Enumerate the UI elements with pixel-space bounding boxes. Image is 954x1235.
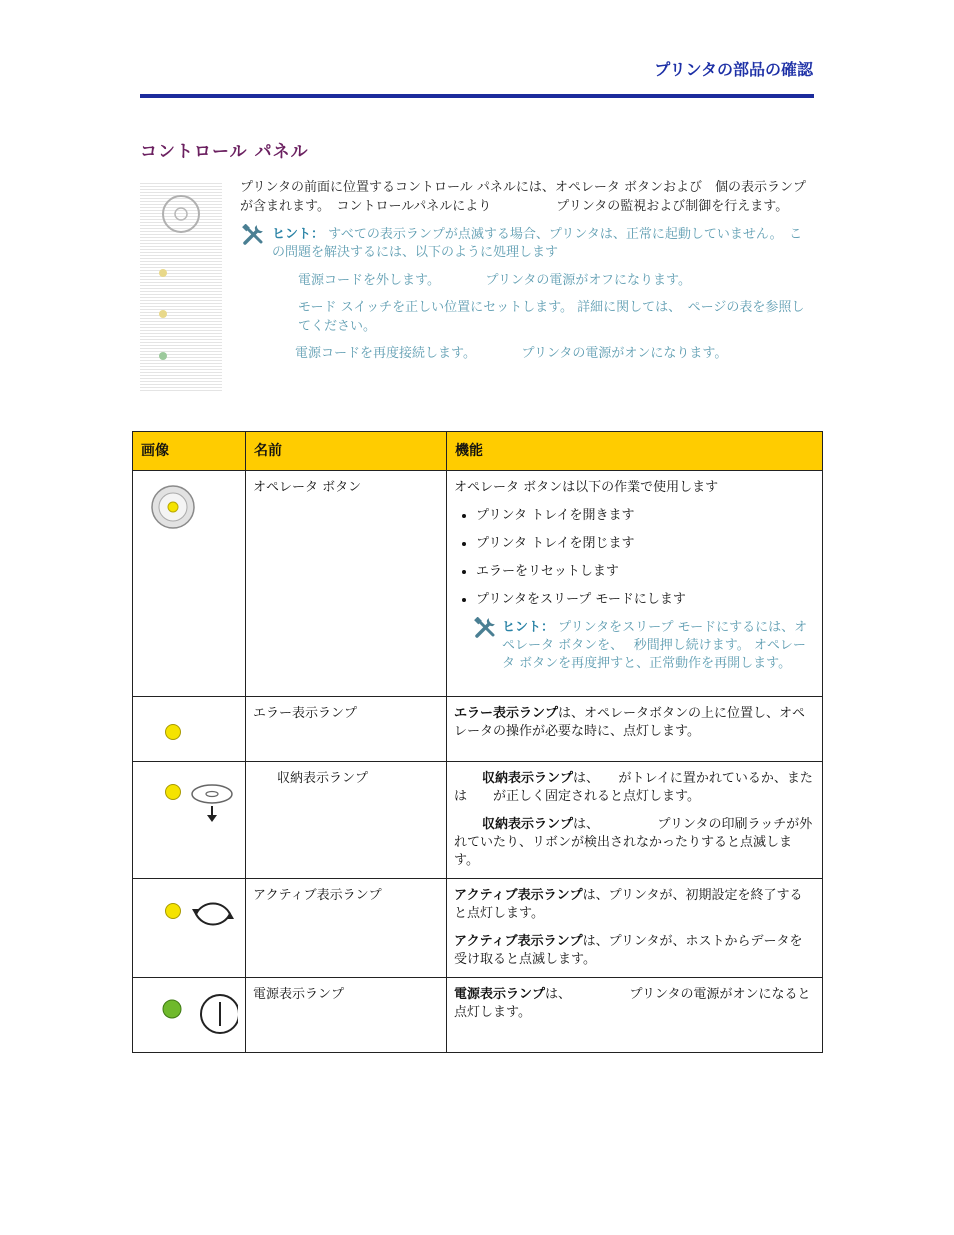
row-function bbox=[447, 978, 823, 1053]
lamp-icon bbox=[158, 717, 188, 747]
function-text: は、 プリンタの印刷ラッチが外れていたり、リボンが検出されなかったりすると点滅します。 bbox=[454, 817, 813, 868]
table-row bbox=[133, 978, 823, 1053]
function-term: 収納表示ランプ bbox=[482, 817, 574, 832]
header-name: 名前 bbox=[246, 432, 447, 471]
row-image bbox=[133, 471, 246, 697]
operator-hint-label: ヒント： bbox=[502, 620, 555, 635]
function-term: アクティブ表示ランプ bbox=[454, 888, 583, 903]
lamp-icon bbox=[166, 904, 181, 919]
intro-hint-text: すべての表示ランプが点滅する場合、プリンタは、正常に起動していません。 この問題を解決するには、以下のように処理します bbox=[272, 227, 803, 260]
disc-tray-lamp-icons bbox=[156, 782, 236, 832]
list-item: • プリンタ トレイを開きます bbox=[476, 507, 815, 525]
header-image: 画像 bbox=[133, 432, 246, 471]
control-panel-photo bbox=[140, 181, 222, 391]
hint-step-2: モード スイッチを正しい位置にセットします。 詳細に関しては、 ページの表を参照してください。 bbox=[298, 300, 805, 334]
running-header-title: プリンタの部品の確認 bbox=[654, 60, 813, 79]
row-name: 収納表示ランプ bbox=[246, 762, 447, 879]
function-paragraph bbox=[454, 816, 815, 870]
row-name: エラー表示ランプ bbox=[246, 697, 447, 762]
operator-button-icon bbox=[150, 484, 198, 532]
function-paragraph bbox=[454, 770, 815, 806]
wrench-screwdriver-icon bbox=[474, 617, 498, 639]
intro-paragraph: プリンタの前面に位置するコントロール パネルには、オペレータ ボタンおよび 個の表示ランプが含まれます。 コントロールパネルにより プリンタの監視および制御を行えます。 bbox=[240, 180, 806, 214]
intro-hint-label: ヒント： bbox=[272, 227, 325, 242]
power-icon bbox=[201, 995, 238, 1033]
function-list bbox=[454, 507, 815, 609]
function-text: は、プリンタが、ホストからデータを受け取ると点滅します。 bbox=[454, 934, 803, 967]
function-paragraph bbox=[454, 887, 815, 923]
list-item: • プリンタをスリープ モードにします bbox=[476, 591, 815, 609]
function-paragraph bbox=[454, 933, 815, 969]
table-header-row bbox=[133, 432, 823, 471]
header-function: 機能 bbox=[447, 432, 823, 471]
row-image bbox=[133, 697, 246, 762]
function-text: は、 プリンタの電源がオンになると点灯します。 bbox=[454, 987, 811, 1020]
table-row bbox=[133, 879, 823, 978]
lamp-icon bbox=[163, 1000, 181, 1018]
row-name: 電源表示ランプ bbox=[246, 978, 447, 1053]
function-text: は、オペレータボタンの上に位置し、オペレータの操作が必要な時に、点灯します。 bbox=[454, 706, 806, 739]
cycle-lamp-icons bbox=[156, 897, 236, 943]
hint-step-1: 電源コードを外します。 プリンタの電源がオフになります。 bbox=[298, 273, 691, 288]
function-text: は、 がトレイに置かれているか、または が正しく固定されると点灯します。 bbox=[454, 771, 813, 804]
intro-block bbox=[240, 178, 815, 363]
wrench-screwdriver-icon bbox=[242, 224, 266, 246]
cycle-arrows-icon bbox=[192, 903, 234, 924]
disc-tray-icon bbox=[192, 785, 232, 822]
row-name: オペレータ ボタン bbox=[246, 471, 447, 697]
lamp-icon bbox=[166, 785, 181, 800]
section-title: コントロール パネル bbox=[140, 142, 309, 162]
row-image bbox=[133, 978, 246, 1053]
function-term: 電源表示ランプ bbox=[454, 987, 546, 1002]
table-row bbox=[133, 697, 823, 762]
function-intro: オペレータ ボタンは以下の作業で使用します bbox=[454, 480, 719, 495]
row-name: アクティブ表示ランプ bbox=[246, 879, 447, 978]
intro-hint bbox=[240, 226, 815, 262]
header-divider bbox=[140, 94, 814, 98]
function-term: エラー表示ランプ bbox=[454, 706, 559, 721]
power-lamp-icons bbox=[156, 992, 238, 1038]
list-item: • プリンタ トレイを閉じます bbox=[476, 535, 815, 553]
operator-hint-text: プリンタをスリープ モードにするには、オペレータ ボタンを、 秒間押し続けます。 オペレータ ボタンを再度押すと、正常動作を再開します。 bbox=[502, 620, 808, 671]
row-function bbox=[447, 471, 823, 697]
table-row bbox=[133, 471, 823, 697]
row-image bbox=[133, 762, 246, 879]
function-term: 収納表示ランプ bbox=[482, 771, 574, 786]
table-row bbox=[133, 762, 823, 879]
control-panel-illustration bbox=[140, 181, 222, 391]
hint-step-3: 電源コードを再度接続します。 プリンタの電源がオンになります。 bbox=[295, 346, 728, 361]
row-function bbox=[447, 879, 823, 978]
list-item: • エラーをリセットします bbox=[476, 563, 815, 581]
operator-hint bbox=[474, 619, 815, 673]
function-text: は、プリンタが、初期設定を終了すると点灯します。 bbox=[454, 888, 803, 921]
function-term: アクティブ表示ランプ bbox=[454, 934, 583, 949]
row-function bbox=[447, 697, 823, 762]
row-function bbox=[447, 762, 823, 879]
row-image bbox=[133, 879, 246, 978]
control-panel-table bbox=[132, 431, 823, 1053]
